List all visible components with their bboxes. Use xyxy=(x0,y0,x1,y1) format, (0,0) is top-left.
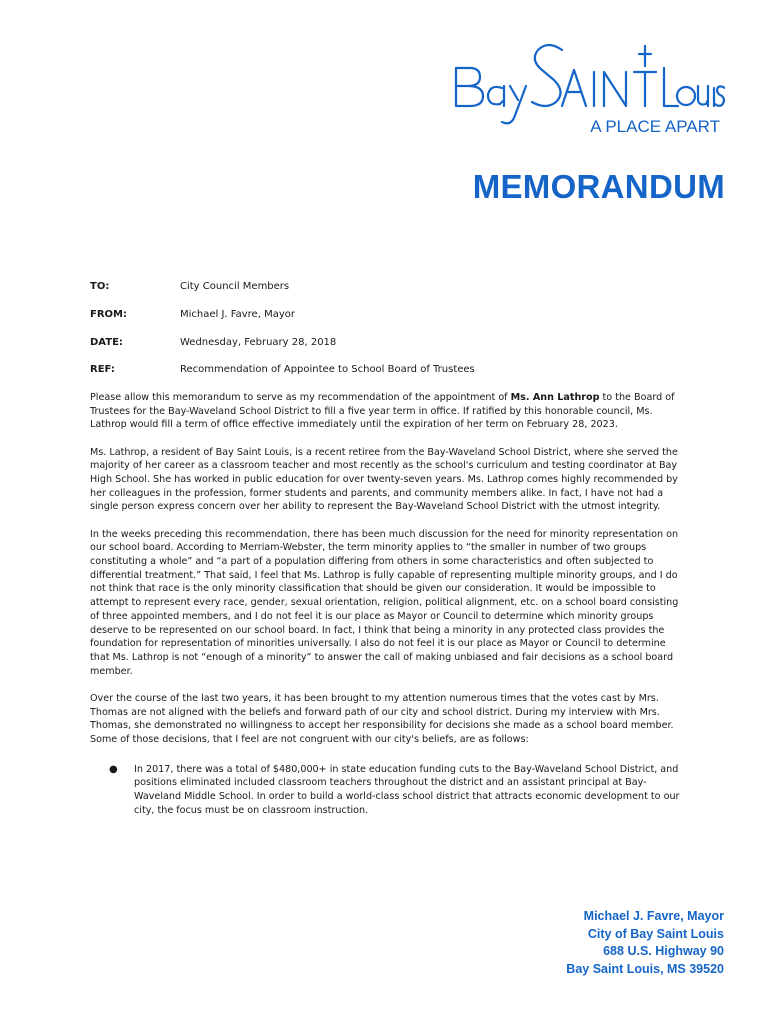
paragraph-2: Ms. Lathrop, a resident of Bay Saint Louis, is a recent retiree from the Bay-Waveland School District, where she served the majority of her career as a classroom teacher and most recently as the school's curriculum and testing coordinator at Bay High School. She has worked in public education for over twenty-seven years. Ms. Lathrop comes highly recommended by her colleagues in the profession, former students and parents, and community members alike. In fact, I have not had a single person express concern over her ability to represent the Bay-Waveland School District with the utmost integrity. xyxy=(90,446,678,513)
to-label: TO: xyxy=(90,281,110,292)
signature-city: City of Bay Saint Louis xyxy=(587,926,724,941)
signature-citystate: Bay Saint Louis, MS 39520 xyxy=(566,961,724,976)
paragraph-3: In the weeks preceding this recommendation, there has been much discussion for the need for minority representation on our school board. According to Merriam-Webster, the term minority applies to “the smaller in number of two groups constituting a whole” and “a part of a population differing from others in some characteristics and often subjected to differential treatment.” That said, I feel that Ms. Lathrop is fully capable of representing multiple minority groups, and I do not think that race is the only minority classification that should be given our consideration. It would be impossible to attempt to represent every race, gender, sexual orientation, religion, political alignment, etc. on a school board consisting of three appointed members, and I do not feel it is our place as Mayor or Council to determine which minority groups deserve to be represented on our school board. In fact, I think that being a minority in any protected class provides the foundation for representation of minorities universally. I also do not feel it is our place as Mayor or Council to determine that Ms. Lathrop is not “enough of a minority” to answer the call of making unbiased and fair decisions as a school board member. xyxy=(90,528,679,677)
signature-name: Michael J. Favre, Mayor xyxy=(583,909,724,923)
from-label: FROM: xyxy=(90,309,127,320)
p1-text-after: to the Board of Trustees for the Bay-Waveland School District to fill a five year term in office. If ratified by this honorable council, Ms. Lathrop would fill a term of office effective immediately until the expiration of her term on February 28, 2023. xyxy=(90,392,675,431)
memo-body xyxy=(90,391,685,817)
signature-block xyxy=(566,908,724,978)
ref-value: Recommendation of Appointee to School Board of Trustees xyxy=(180,364,475,375)
from-value: Michael J. Favre, Mayor xyxy=(180,309,295,320)
appointee-name: Ms. Ann Lathrop xyxy=(510,392,600,403)
date-value: Wednesday, February 28, 2018 xyxy=(180,337,337,348)
paragraph-1 xyxy=(90,391,685,432)
bullet-text: In 2017, there was a total of $480,000+ in state education funding cuts to the Bay-Waveland School District, and positions eliminated included classroom teachers throughout the district and an assistant principal at Bay-Waveland Middle School. In order to build a world-class school district that attracts economic development to our city, the focus must be on classroom instruction. xyxy=(134,763,680,816)
bay-saint-louis-logo-mark xyxy=(450,38,725,138)
logo-tagline: A PLACE APART xyxy=(590,117,720,136)
paragraph-4: Over the course of the last two years, it has been brought to my attention numerous times that the votes cast by Mrs. Thomas are not aligned with the beliefs and forward path of our city and school district. During my interview with Mrs. Thomas, she demonstrated no willingness to accept her responsibility for decisions she made as a school board member. Some of those decisions, that I feel are not congruent with our city's beliefs, are as follows: xyxy=(90,692,674,745)
bullet-icon: ● xyxy=(109,763,118,775)
bullet-item xyxy=(90,763,685,818)
to-value: City Council Members xyxy=(180,281,290,292)
memo-title: MEMORANDUM xyxy=(472,168,725,205)
ref-label: REF: xyxy=(90,364,115,375)
signature-address: 688 U.S. Highway 90 xyxy=(603,944,724,958)
p1-text-before: Please allow this memorandum to serve as my recommendation of the appointment of xyxy=(90,392,511,403)
date-label: DATE: xyxy=(90,337,123,348)
city-logo xyxy=(450,38,725,138)
